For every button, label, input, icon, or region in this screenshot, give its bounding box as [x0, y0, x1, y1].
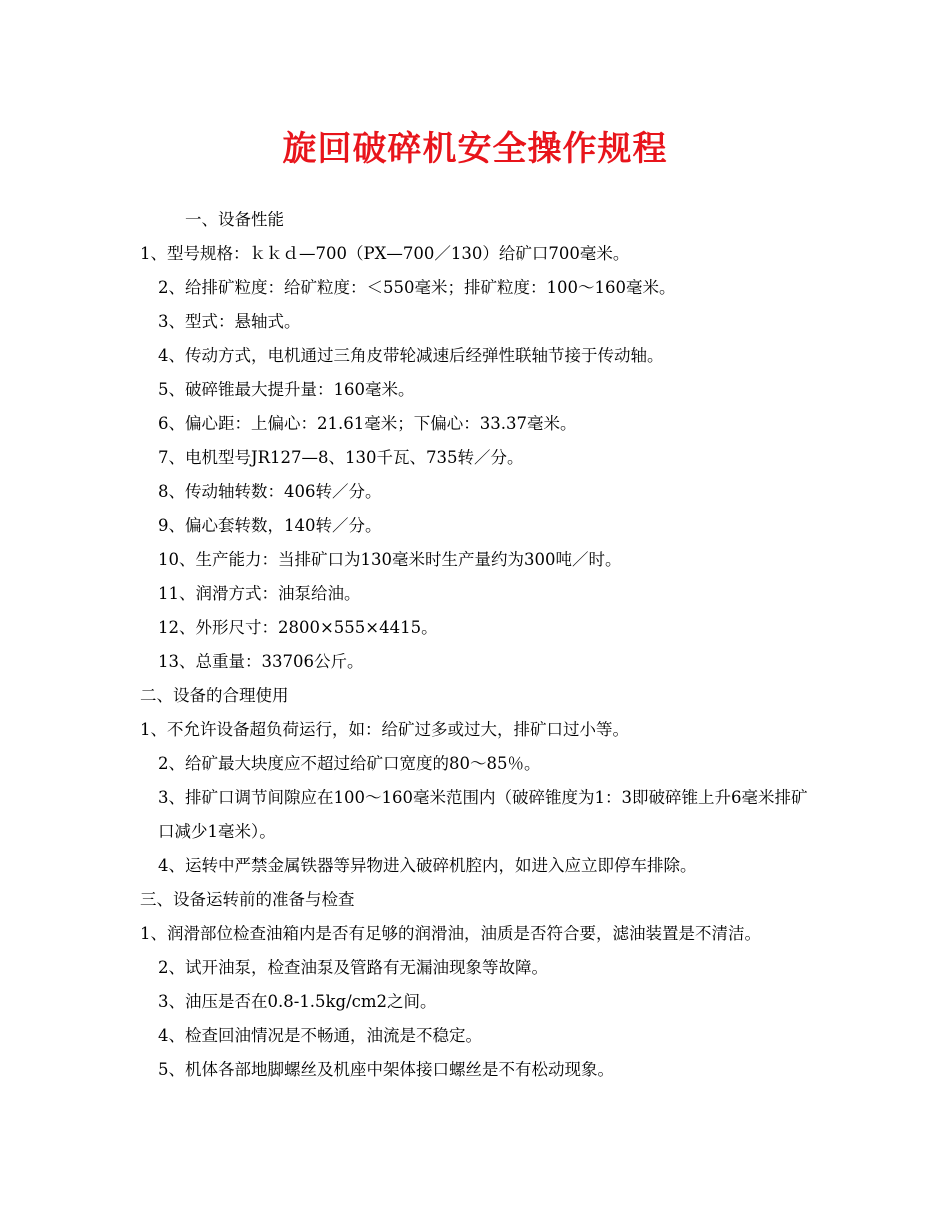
- section-heading: 二、设备的合理使用: [140, 686, 289, 705]
- list-item: 7、电机型号JR127—8、130千瓦、735转／分。: [158, 448, 524, 467]
- list-item: 2、试开油泵，检查油泵及管路有无漏油现象等故障。: [158, 958, 548, 977]
- list-item: 13、总重量：33706公斤。: [158, 652, 364, 671]
- list-item: 9、偏心套转数，140转／分。: [158, 516, 382, 535]
- list-item: 1、不允许设备超负荷运行，如：给矿过多或过大，排矿口过小等。: [140, 720, 629, 739]
- list-item: 2、给排矿粒度：给矿粒度：＜550毫米；排矿粒度：100～160毫米。: [158, 278, 676, 297]
- list-item: 5、机体各部地脚螺丝及机座中架体接口螺丝是不有松动现象。: [158, 1060, 614, 1079]
- list-item: 1、型号规格：ｋｋｄ—700（PX—700／130）给矿口700毫米。: [140, 244, 630, 263]
- list-item: 11、润滑方式：油泵给油。: [158, 584, 361, 603]
- list-item: 4、运转中严禁金属铁器等异物进入破碎机腔内，如进入应立即停车排除。: [158, 856, 697, 875]
- list-item: 1、润滑部位检查油箱内是否有足够的润滑油，油质是否符合要，滤油装置是不清洁。: [140, 924, 761, 943]
- document-body: [140, 203, 820, 1087]
- list-item: 4、传动方式，电机通过三角皮带轮减速后经弹性联轴节接于传动轴。: [158, 346, 664, 365]
- list-item: 4、检查回油情况是不畅通，油流是不稳定。: [158, 1026, 482, 1045]
- list-item: 8、传动轴转数：406转／分。: [158, 482, 382, 501]
- list-item: 6、偏心距：上偏心：21.61毫米；下偏心：33.37毫米。: [158, 414, 577, 433]
- list-item: 12、外形尺寸：2800×555×4415。: [158, 618, 438, 637]
- list-item: 3、型式：悬轴式。: [158, 312, 301, 331]
- section-heading: 三、设备运转前的准备与检查: [140, 890, 355, 909]
- list-item: 3、油压是否在0.8-1.5kg/cm2之间。: [158, 992, 437, 1011]
- list-item: 5、破碎锥最大提升量：160毫米。: [158, 380, 415, 399]
- section-heading: 一、设备性能: [185, 210, 284, 229]
- list-item: 3、排矿口调节间隙应在100～160毫米范围内（破碎锥度为1：3即破碎锥上升6毫米排矿口减少1毫米）。: [158, 788, 808, 841]
- document-title: 旋回破碎机安全操作规程: [282, 129, 668, 169]
- list-item: 10、生产能力：当排矿口为130毫米时生产量约为300吨／时。: [158, 550, 622, 569]
- list-item: 2、给矿最大块度应不超过给矿口宽度的80～85％。: [158, 754, 541, 773]
